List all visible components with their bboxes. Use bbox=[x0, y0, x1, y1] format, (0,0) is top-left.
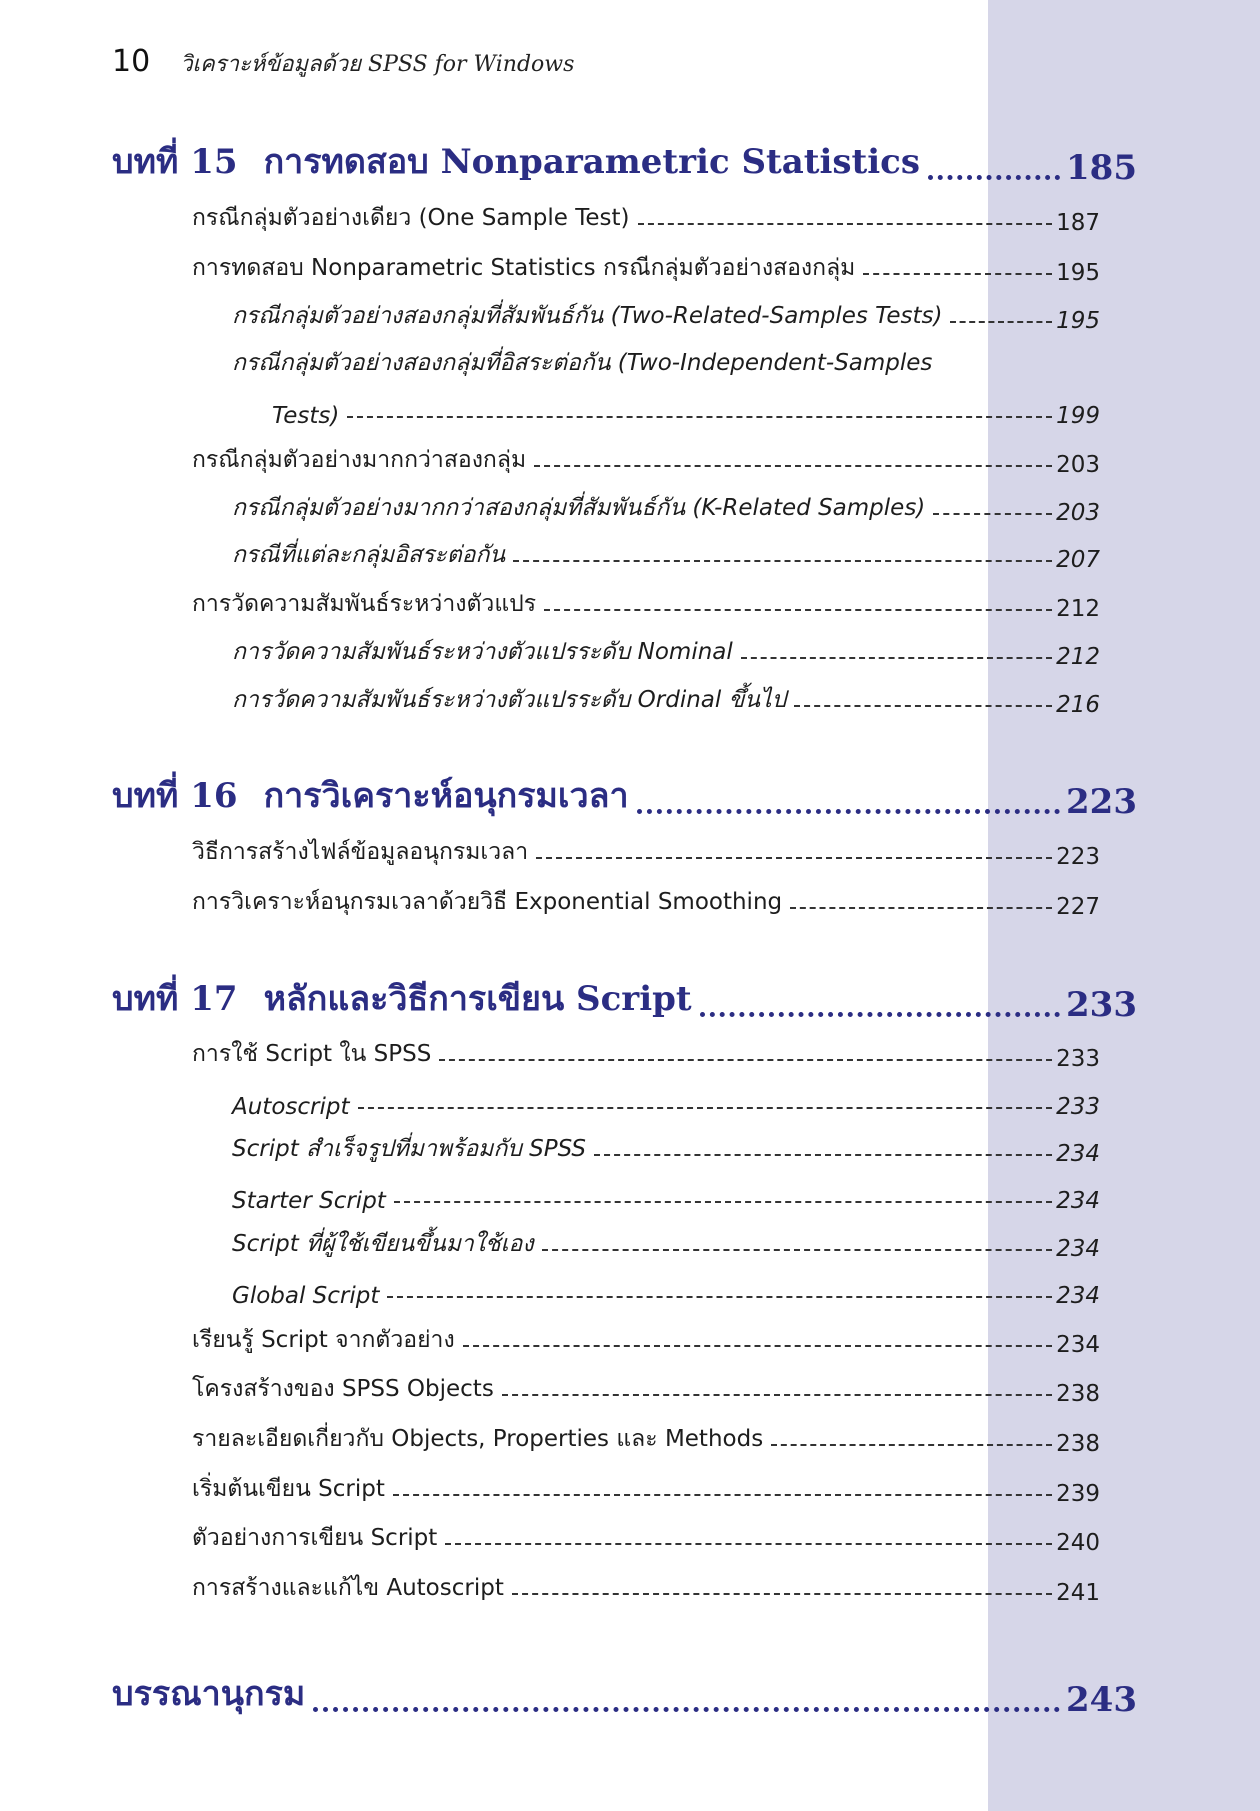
entry-page-number: 187 bbox=[1056, 210, 1100, 236]
page-number: 10 bbox=[112, 44, 151, 79]
dash-leader bbox=[394, 1201, 1052, 1203]
dash-leader bbox=[463, 1345, 1052, 1347]
entry-page-number: 203 bbox=[1056, 500, 1100, 526]
dash-leader bbox=[536, 857, 1052, 859]
toc-entry[interactable] bbox=[232, 347, 1100, 381]
toc-entry[interactable] bbox=[192, 588, 1100, 622]
toc-entry[interactable] bbox=[192, 202, 1100, 236]
toc-entry[interactable] bbox=[232, 636, 1100, 670]
toc-entry[interactable] bbox=[192, 1522, 1100, 1556]
toc-entry[interactable] bbox=[192, 1324, 1100, 1358]
entry-title: Autoscript bbox=[232, 1094, 350, 1120]
chapter-title: บรรณานุกรม bbox=[112, 1674, 306, 1714]
dash-leader bbox=[439, 1059, 1052, 1061]
chapter-title: การวิเคราะห์อนุกรมเวลา bbox=[263, 776, 629, 816]
toc-entry[interactable] bbox=[192, 1038, 1100, 1072]
dot-leader bbox=[928, 175, 1060, 180]
chapter-page-number: 223 bbox=[1066, 782, 1137, 822]
entry-page-number: 240 bbox=[1056, 1530, 1100, 1556]
entry-page-number: 234 bbox=[1056, 1332, 1100, 1358]
entry-title: ตัวอย่างการเขียน Script bbox=[192, 1525, 438, 1551]
chapter-heading[interactable] bbox=[112, 1660, 1137, 1720]
entry-title: รายละเอียดเกี่ยวกับ Objects, Properties และ Methods bbox=[192, 1426, 764, 1452]
toc-entry[interactable] bbox=[232, 539, 1100, 573]
toc-entry[interactable] bbox=[232, 492, 1100, 526]
entry-title: กรณีกลุ่มตัวอย่างมากกว่าสองกลุ่มที่สัมพันธ์กัน (K-Related Samples) bbox=[232, 495, 926, 521]
dash-leader bbox=[347, 416, 1052, 418]
toc-entry[interactable] bbox=[232, 1228, 1100, 1262]
toc-entry[interactable] bbox=[192, 1473, 1100, 1507]
entry-title: เรียนรู้ Script จากตัวอย่าง bbox=[192, 1327, 455, 1353]
dash-leader bbox=[513, 560, 1052, 562]
dash-leader bbox=[542, 1249, 1053, 1251]
entry-page-number: 216 bbox=[1056, 692, 1100, 718]
entry-page-number: 241 bbox=[1056, 1580, 1100, 1606]
toc-entry[interactable] bbox=[232, 1133, 1100, 1167]
entry-title: กรณีที่แต่ละกลุ่มอิสระต่อกัน bbox=[232, 542, 506, 568]
entry-page-number: 233 bbox=[1056, 1046, 1100, 1072]
entry-page-number: 238 bbox=[1056, 1381, 1100, 1407]
entry-page-number: 238 bbox=[1056, 1431, 1100, 1457]
entry-title: การวัดความสัมพันธ์ระหว่างตัวแปรระดับ Nominal bbox=[232, 639, 733, 665]
entry-page-number: 239 bbox=[1056, 1481, 1100, 1507]
toc-entry[interactable] bbox=[192, 1572, 1100, 1606]
entry-title: การวิเคราะห์อนุกรมเวลาด้วยวิธี Exponential Smoothing bbox=[192, 889, 783, 915]
entry-page-number: 227 bbox=[1056, 894, 1100, 920]
dash-leader bbox=[502, 1394, 1052, 1396]
dot-leader bbox=[700, 1012, 1060, 1017]
dash-leader bbox=[950, 321, 1052, 323]
entry-title: กรณีกลุ่มตัวอย่างสองกลุ่มที่อิสระต่อกัน (Two-Independent-Samples bbox=[232, 350, 933, 376]
toc-entry[interactable] bbox=[192, 444, 1100, 478]
entry-title: การวัดความสัมพันธ์ระหว่างตัวแปร bbox=[192, 591, 537, 617]
dash-leader bbox=[638, 223, 1053, 225]
dash-leader bbox=[741, 657, 1052, 659]
dash-leader bbox=[544, 609, 1052, 611]
dash-leader bbox=[594, 1154, 1052, 1156]
chapter-label: บทที่ 16 bbox=[112, 776, 238, 816]
dash-leader bbox=[794, 705, 1052, 707]
dash-leader bbox=[387, 1296, 1052, 1298]
dash-leader bbox=[445, 1543, 1052, 1545]
entry-title: Starter Script bbox=[232, 1188, 386, 1214]
chapter-page-number: 185 bbox=[1066, 148, 1137, 188]
dash-leader bbox=[790, 907, 1052, 909]
chapter-heading[interactable] bbox=[112, 128, 1137, 188]
chapter-title: การทดสอบ Nonparametric Statistics bbox=[263, 142, 921, 182]
entry-page-number: 234 bbox=[1056, 1188, 1100, 1214]
entry-title: กรณีกลุ่มตัวอย่างเดียว (One Sample Test) bbox=[192, 205, 630, 231]
dash-leader bbox=[771, 1444, 1052, 1446]
chapter-page-number: 243 bbox=[1066, 1680, 1137, 1720]
entry-title: วิธีการสร้างไฟล์ข้อมูลอนุกรมเวลา bbox=[192, 839, 529, 865]
dash-leader bbox=[534, 465, 1052, 467]
toc-entry[interactable] bbox=[232, 1180, 1100, 1214]
entry-title: กรณีกลุ่มตัวอย่างสองกลุ่มที่สัมพันธ์กัน (Two-Related-Samples Tests) bbox=[232, 303, 943, 329]
dash-leader bbox=[512, 1593, 1052, 1595]
toc-entry[interactable] bbox=[192, 1373, 1100, 1407]
entry-title: Script ที่ผู้ใช้เขียนขึ้นมาใช้เอง bbox=[232, 1231, 534, 1257]
chapter-heading[interactable] bbox=[112, 965, 1137, 1025]
entry-title: Script สำเร็จรูปที่มาพร้อมกับ SPSS bbox=[232, 1136, 587, 1162]
entry-page-number: 234 bbox=[1056, 1141, 1100, 1167]
entry-page-number: 212 bbox=[1056, 644, 1100, 670]
toc-entry[interactable] bbox=[232, 684, 1100, 718]
entry-page-number: 195 bbox=[1056, 260, 1100, 286]
toc-entry[interactable] bbox=[192, 1423, 1100, 1457]
running-header-title: วิเคราะห์ข้อมูลด้วย SPSS for Windows bbox=[180, 52, 575, 77]
toc-entry[interactable] bbox=[192, 252, 1100, 286]
entry-title: การสร้างและแก้ไข Autoscript bbox=[192, 1575, 504, 1601]
entry-page-number: 233 bbox=[1056, 1094, 1100, 1120]
entry-title: การใช้ Script ใน SPSS bbox=[192, 1041, 432, 1067]
toc-entry[interactable] bbox=[232, 300, 1100, 334]
entry-title: การวัดความสัมพันธ์ระหว่างตัวแปรระดับ Ordinal ขึ้นไป bbox=[232, 687, 787, 713]
toc-entry[interactable] bbox=[232, 1275, 1100, 1309]
dot-leader bbox=[313, 1707, 1060, 1712]
toc-entry[interactable] bbox=[192, 886, 1100, 920]
entry-title: เริ่มต้นเขียน Script bbox=[192, 1476, 385, 1502]
entry-page-number: 203 bbox=[1056, 452, 1100, 478]
entry-title: การทดสอบ Nonparametric Statistics กรณีกลุ่มตัวอย่างสองกลุ่ม bbox=[192, 255, 856, 281]
dash-leader bbox=[358, 1107, 1053, 1109]
entry-title: โครงสร้างของ SPSS Objects bbox=[192, 1376, 494, 1402]
toc-entry[interactable] bbox=[192, 836, 1100, 870]
dash-leader bbox=[933, 513, 1052, 515]
chapter-title: หลักและวิธีการเขียน Script bbox=[263, 979, 692, 1019]
entry-page-number: 195 bbox=[1056, 308, 1100, 334]
toc-entry[interactable] bbox=[232, 1086, 1100, 1120]
entry-page-number: 223 bbox=[1056, 844, 1100, 870]
chapter-heading[interactable] bbox=[112, 762, 1137, 822]
dash-leader bbox=[863, 273, 1052, 275]
entry-title: กรณีกลุ่มตัวอย่างมากกว่าสองกลุ่ม bbox=[192, 447, 527, 473]
entry-page-number: 234 bbox=[1056, 1283, 1100, 1309]
dash-leader bbox=[393, 1494, 1052, 1496]
chapter-label: บทที่ 15 bbox=[112, 142, 238, 182]
entry-page-number: 234 bbox=[1056, 1236, 1100, 1262]
toc-entry[interactable] bbox=[272, 395, 1100, 429]
dot-leader bbox=[637, 809, 1060, 814]
entry-title: Tests) bbox=[272, 403, 340, 429]
entry-page-number: 212 bbox=[1056, 596, 1100, 622]
entry-title: Global Script bbox=[232, 1283, 380, 1309]
entry-page-number: 199 bbox=[1056, 403, 1100, 429]
chapter-page-number: 233 bbox=[1066, 985, 1137, 1025]
entry-page-number: 207 bbox=[1056, 547, 1100, 573]
chapter-label: บทที่ 17 bbox=[112, 979, 238, 1019]
